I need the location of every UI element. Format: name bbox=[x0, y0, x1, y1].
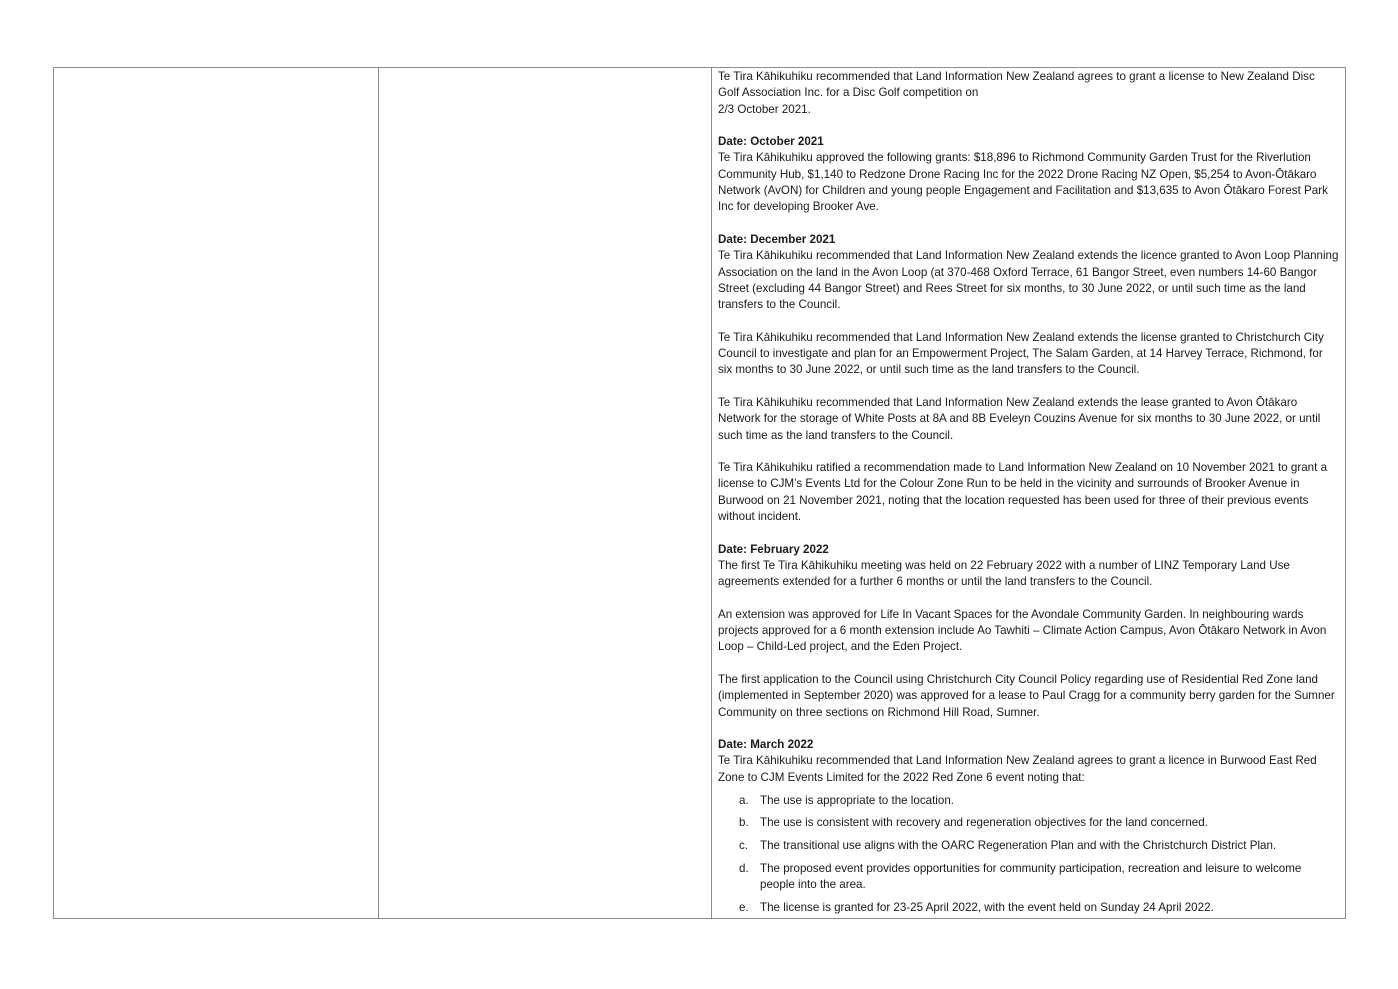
update-paragraph: Te Tira Kāhikuhiku ratified a recommendation made to Land Information New Zealand on 10 November 2021 to grant a license to CJM’s Events Ltd for the Colour Zone Run to be held in the vicinity and surrounds of Brooker Avenue in Burwood on 21 November 2021, noting that the location requested has been used for three of their previous events without incident. bbox=[718, 461, 1328, 524]
update-paragraph: Te Tira Kāhikuhiku recommended that Land Information New Zealand agrees to grant a licence in Burwood East Red Zone to CJM Events Limited for the 2022 Red Zone 6 event noting that: bbox=[718, 754, 1317, 784]
list-item bbox=[739, 861, 1339, 894]
update-section-december-2021 bbox=[718, 232, 1339, 313]
update-section-february-2022 bbox=[718, 542, 1339, 591]
list-item-text: The transitional use aligns with the OARC Regeneration Plan and with the Christchurch District Plan. bbox=[760, 839, 1277, 853]
update-paragraph: The first application to the Council using Christchurch City Council Policy regarding use of Residential Red Zone land (implemented in September 2020) was approved for a lease to Paul Cragg for a community berry garden for the Sumner Community on three sections on Richmond Hill Road, Sumner. bbox=[718, 672, 1335, 719]
update-section-october-2021 bbox=[718, 134, 1339, 215]
conditions-list bbox=[718, 793, 1339, 917]
list-marker: d. bbox=[739, 861, 749, 875]
list-marker: e. bbox=[739, 901, 749, 915]
list-item bbox=[739, 838, 1339, 854]
update-paragraph: Te Tira Kāhikuhiku approved the following grants: $18,896 to Richmond Community Garden Trust for the Riverlution Community Hub, $1,140 to Redzone Drone Racing Inc for the 2022 Drone Racing NZ Open, $5,254 to Avon-Ōtākaro Network (AvON) for Children and young people Engagement and Facilitation and $13,635 to Avon Ōtākaro Forest Park Inc for developing Brooker Ave. bbox=[718, 151, 1328, 214]
date-heading: Date: February 2022 bbox=[718, 542, 829, 556]
list-item-text: The proposed event provides opportunities for community participation, recreation and leisure to welcome people into the area. bbox=[760, 861, 1302, 892]
list-marker: b. bbox=[739, 816, 749, 830]
update-paragraph: Te Tira Kāhikuhiku recommended that Land Information New Zealand extends the licence granted to Avon Loop Planning Association on the land in the Avon Loop (at 370-468 Oxford Terrace, 61 Bangor Street, even numbers 14-60 Bangor Street (excluding 44 Bangor Street) and Rees Street for six months, to 30 June 2022, or until such time as the land transfers to the Council. bbox=[718, 249, 1339, 312]
table-cell-updates bbox=[712, 68, 1345, 918]
date-heading: Date: December 2021 bbox=[718, 232, 836, 246]
date-heading: Date: March 2022 bbox=[718, 738, 814, 752]
list-marker: c. bbox=[739, 839, 749, 853]
document-table bbox=[53, 67, 1346, 919]
table-cell-empty-1 bbox=[54, 68, 379, 918]
update-paragraph: An extension was approved for Life In Vacant Spaces for the Avondale Community Garden. In neighbouring wards projects approved for a 6 month extension include Ao Tawhiti – Climate Action Campus, Avon Ōtākaro Network in Avon Loop – Child-Led project, and the Eden Project. bbox=[718, 607, 1327, 654]
list-item-text: The use is consistent with recovery and regeneration objectives for the land concerned. bbox=[760, 816, 1208, 830]
list-item bbox=[739, 900, 1339, 916]
update-paragraph: Te Tira Kāhikuhiku recommended that Land Information New Zealand agrees to grant a license to New Zealand Disc Golf Association Inc. for a Disc Golf competition on 2/3 October 2021. bbox=[718, 70, 1315, 116]
list-item-text: The license is granted for 23-25 April 2022, with the event held on Sunday 24 April 2022. bbox=[760, 901, 1214, 915]
list-item-text: The use is appropriate to the location. bbox=[760, 793, 954, 807]
update-paragraph: Te Tira Kāhikuhiku recommended that Land Information New Zealand extends the license granted to Christchurch City Council to investigate and plan for an Empowerment Project, The Salam Garden, at 14 Harvey Terrace, Richmond, for six months to 30 June 2022, or until such time as the land transfers to the Council. bbox=[718, 330, 1324, 377]
list-item bbox=[739, 815, 1339, 831]
update-section-march-2022 bbox=[718, 737, 1339, 786]
update-paragraph: Te Tira Kāhikuhiku recommended that Land Information New Zealand extends the lease granted to Avon Ōtākaro Network for the storage of White Posts at 8A and 8B Eveleyn Couzins Avenue for six months to 30 June 2022, or until such time as the land transfers to the Council. bbox=[718, 395, 1321, 442]
update-paragraph: The first Te Tira Kāhikuhiku meeting was held on 22 February 2022 with a number of LINZ Temporary Land Use agreements extended for a further 6 months or until the land transfers to the Council. bbox=[718, 558, 1290, 589]
list-marker: a. bbox=[739, 793, 749, 807]
date-heading: Date: October 2021 bbox=[718, 135, 824, 149]
table-cell-empty-2 bbox=[379, 68, 712, 918]
list-item bbox=[739, 793, 1339, 809]
